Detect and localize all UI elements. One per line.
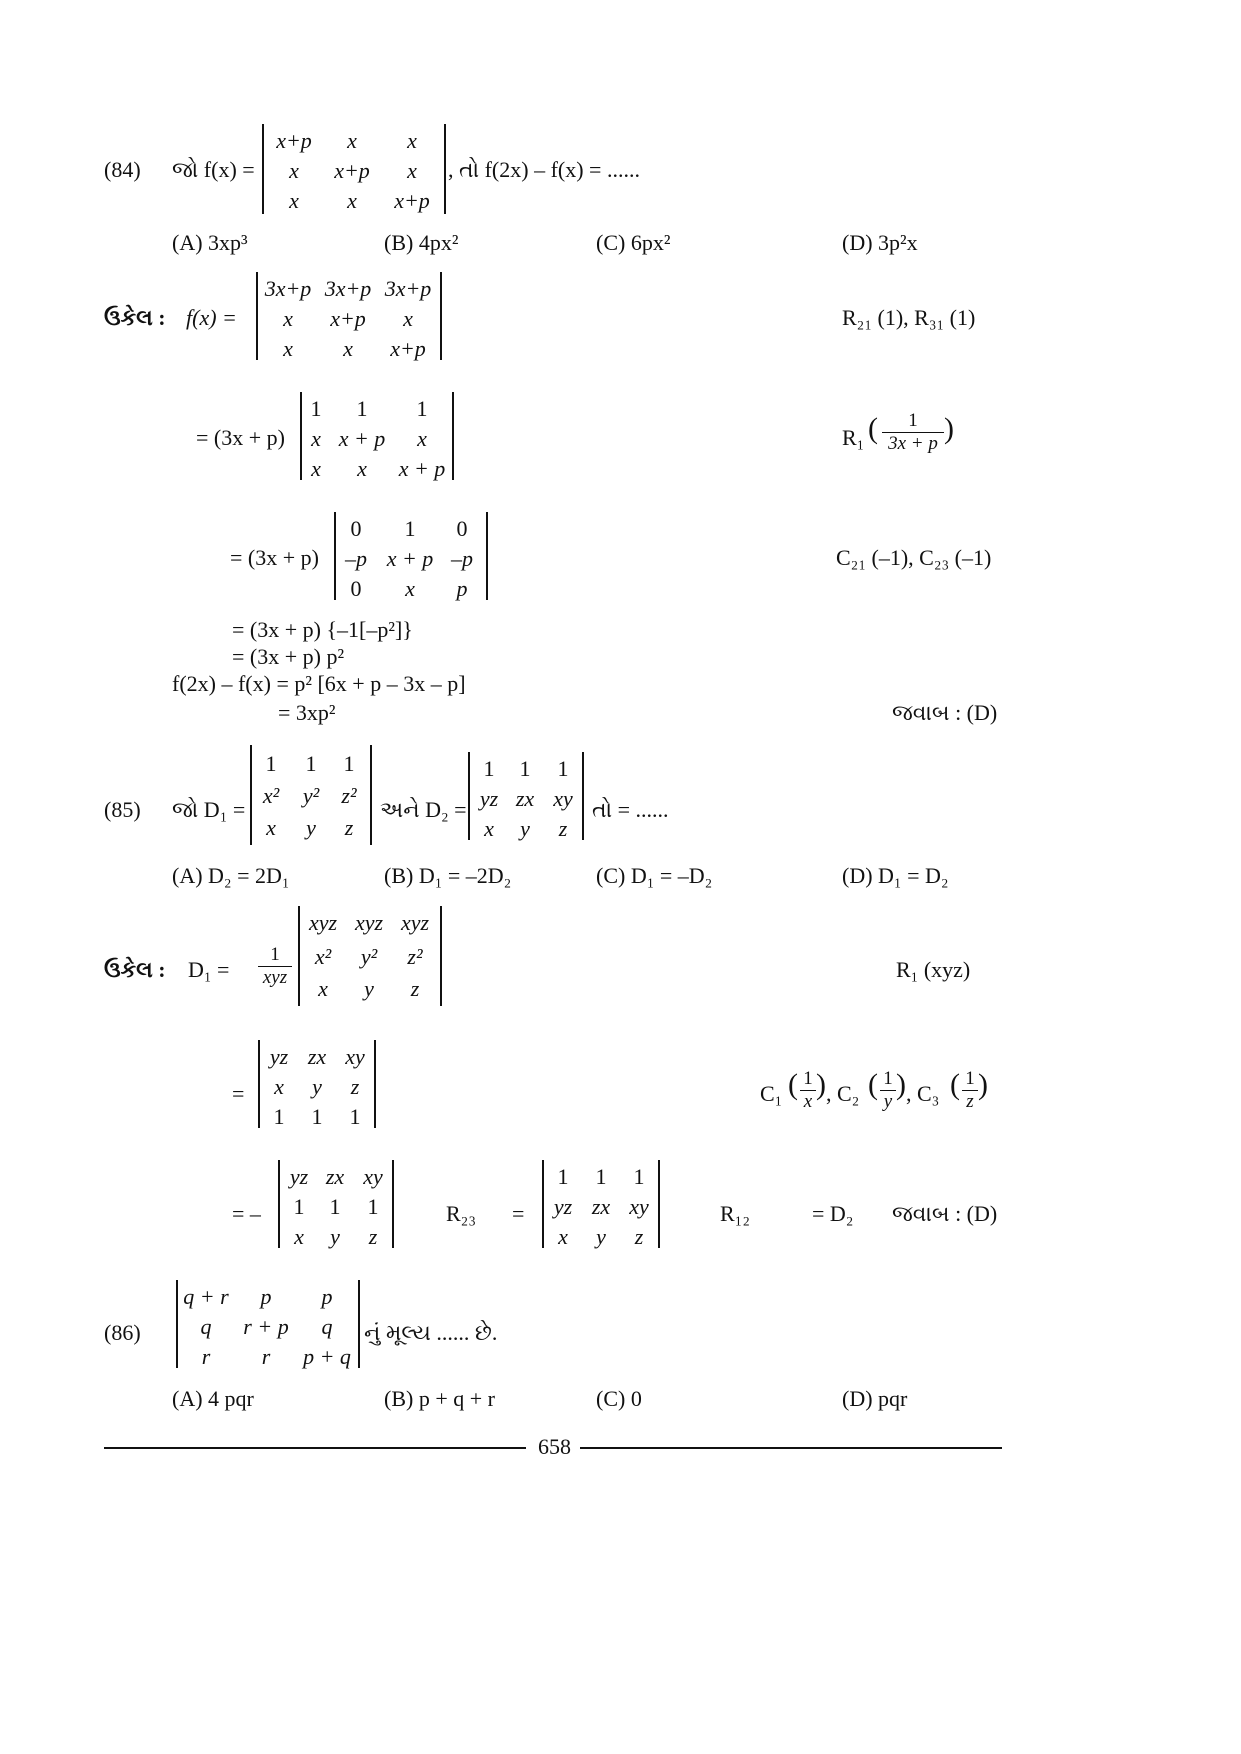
matrix-cell: p <box>321 1284 333 1309</box>
matrix-cell: 1 <box>483 756 495 781</box>
matrix-cell: z <box>558 816 568 841</box>
fraction-denominator: 3x + p <box>888 433 938 454</box>
option-b: (B) p + q + r <box>384 1386 495 1411</box>
matrix-cell: 1 <box>367 1194 379 1219</box>
matrix-cell: x <box>266 815 276 840</box>
fraction-denominator: y <box>883 1091 893 1112</box>
footer-rule-left <box>104 1447 526 1449</box>
equals-d2: = D₂ <box>812 1201 854 1226</box>
solution-line-3-lhs: = (3x + p) <box>230 545 319 570</box>
matrix-cell: x <box>289 188 299 213</box>
matrix-cell: x+p <box>276 128 312 153</box>
matrix-cell: x <box>311 426 321 451</box>
paren-right: ) <box>944 412 954 445</box>
solution-line-5: = (3x + p) p² <box>232 644 345 669</box>
matrix-cell: z <box>368 1224 378 1249</box>
matrix-cell: –p <box>345 546 367 571</box>
column-op-c2: , C₂ <box>826 1081 860 1106</box>
determinant-s85d <box>542 1160 660 1248</box>
question-85-stem-mid: અને D₂ = <box>380 797 467 822</box>
matrix-cell: r <box>201 1344 211 1369</box>
equals-sign: = <box>512 1201 525 1226</box>
matrix-cell: xy <box>553 786 573 811</box>
option-a: (A) D₂ = 2D₁ <box>172 863 290 888</box>
matrix-cell: x² <box>314 944 332 969</box>
matrix-cell: x <box>347 188 357 213</box>
matrix-cell: x <box>407 158 417 183</box>
option-a: (A) 3xp³ <box>172 230 248 255</box>
matrix-cell: xyz <box>308 910 338 935</box>
row-operation: R₂₁ (1), R₃₁ (1) <box>842 305 976 330</box>
answer-85: જવાબ : (D) <box>892 1201 998 1226</box>
fraction <box>880 1068 896 1113</box>
matrix-cell: 1 <box>404 516 416 541</box>
matrix-cell: x <box>407 128 417 153</box>
matrix-cell: x+p <box>334 158 370 183</box>
matrix-cell: 1 <box>265 751 277 776</box>
matrix-cell: y <box>364 976 374 1001</box>
matrix-cell: 1 <box>519 756 531 781</box>
solution-line-2-lhs: = <box>232 1081 245 1106</box>
matrix-cell: 1 <box>310 396 322 421</box>
matrix-cell: 1 <box>416 396 428 421</box>
determinant-s84c <box>334 512 488 600</box>
matrix-cell: 1 <box>557 756 569 781</box>
paren-right: ) <box>978 1068 988 1101</box>
matrix-cell: yz <box>289 1164 309 1189</box>
matrix-cell: x + p <box>398 456 446 481</box>
determinant-q85b <box>468 752 584 840</box>
option-d: (D) 3p²x <box>842 230 918 255</box>
option-d: (D) D₁ = D₂ <box>842 863 949 888</box>
matrix-cell: r + p <box>243 1314 289 1339</box>
determinant-s84a <box>256 272 442 360</box>
solution-line-7: = 3xp² <box>278 700 336 725</box>
determinant-s85a <box>298 906 442 1006</box>
matrix-cell: y <box>596 1224 606 1249</box>
matrix-cell: x <box>403 306 413 331</box>
fraction-numerator: 1 <box>258 944 292 967</box>
matrix-cell: y² <box>360 944 378 969</box>
question-85-stem-prefix: જો D₁ = <box>172 797 246 822</box>
row-operation-r1: R₁ <box>842 425 865 450</box>
matrix-cell: p <box>456 576 468 601</box>
option-c: (C) D₁ = –D₂ <box>596 863 713 888</box>
matrix-cell: x <box>558 1224 568 1249</box>
matrix-cell: zx <box>515 786 535 811</box>
matrix-cell: r <box>261 1344 271 1369</box>
matrix-cell: x+p <box>390 336 426 361</box>
matrix-cell: 3x+p <box>384 276 432 301</box>
matrix-cell: q <box>321 1314 333 1339</box>
fraction <box>800 1068 816 1113</box>
matrix-cell: xy <box>629 1194 649 1219</box>
matrix-cell: 0 <box>456 516 468 541</box>
matrix-cell: –p <box>451 546 473 571</box>
question-84-stem-prefix: જો f(x) = <box>172 157 255 182</box>
column-operation: C₂₁ (–1), C₂₃ (–1) <box>836 545 992 570</box>
matrix-cell: x <box>343 336 353 361</box>
matrix-cell: 1 <box>633 1164 645 1189</box>
matrix-cell: x <box>318 976 328 1001</box>
option-c: (C) 6px² <box>596 230 671 255</box>
matrix-cell: z² <box>407 944 423 969</box>
matrix-cell: y² <box>302 783 320 808</box>
column-op-c1: C₁ <box>760 1081 783 1106</box>
determinant-s85b <box>258 1040 376 1128</box>
page-number: 658 <box>538 1434 571 1459</box>
matrix-cell: x <box>405 576 415 601</box>
solution-lhs: D₁ = <box>188 957 230 982</box>
determinant-s84b <box>300 392 454 480</box>
matrix-cell: 3x+p <box>324 276 372 301</box>
option-d: (D) pqr <box>842 1386 908 1411</box>
matrix-cell: yz <box>269 1044 289 1069</box>
paren-right: ) <box>816 1068 826 1101</box>
matrix-cell: x <box>294 1224 304 1249</box>
matrix-cell: 1 <box>305 751 317 776</box>
matrix-cell: 1 <box>557 1164 569 1189</box>
matrix-cell: 0 <box>350 576 362 601</box>
question-86-number: (86) <box>104 1320 141 1345</box>
paren-right: ) <box>896 1068 906 1101</box>
matrix-cell: q <box>200 1314 212 1339</box>
matrix-cell: x <box>347 128 357 153</box>
solution-line-2-lhs: = (3x + p) <box>196 425 285 450</box>
matrix-cell: z <box>634 1224 644 1249</box>
option-a: (A) 4 pqr <box>172 1386 254 1411</box>
fraction <box>882 410 944 455</box>
matrix-cell: zx <box>325 1164 345 1189</box>
question-85-stem-suffix: તો = ...... <box>592 797 669 822</box>
fraction <box>962 1068 978 1113</box>
matrix-cell: x <box>357 456 367 481</box>
footer-rule-right <box>580 1447 1002 1449</box>
option-b: (B) D₁ = –2D₂ <box>384 863 512 888</box>
solution-line-6: f(2x) – f(x) = p² [6x + p – 3x – p] <box>172 671 466 696</box>
determinant-q85a <box>250 745 372 845</box>
matrix-cell: y <box>306 815 316 840</box>
matrix-cell: z <box>350 1074 360 1099</box>
matrix-cell: q + r <box>183 1284 229 1309</box>
paren-left: ( <box>868 1068 878 1101</box>
matrix-cell: x + p <box>386 546 434 571</box>
row-operation-r23: R₂₃ <box>446 1201 477 1226</box>
matrix-cell: y <box>330 1224 340 1249</box>
fraction-numerator: 1 <box>880 1068 896 1091</box>
matrix-cell: xy <box>363 1164 383 1189</box>
paren-left: ( <box>868 412 878 445</box>
matrix-cell: x <box>283 336 293 361</box>
solution-line-4: = (3x + p) {–1[–p²]} <box>232 617 413 642</box>
option-b: (B) 4px² <box>384 230 459 255</box>
matrix-cell: p <box>260 1284 272 1309</box>
solution-label: ઉકેલ : <box>104 957 166 982</box>
fraction-numerator: 1 <box>962 1068 978 1091</box>
solution-label: ઉકેલ : <box>104 305 166 330</box>
matrix-cell: yz <box>553 1194 573 1219</box>
question-84-number: (84) <box>104 157 141 182</box>
fraction-denominator: x <box>803 1091 813 1112</box>
matrix-cell: xy <box>345 1044 365 1069</box>
matrix-cell: 1 <box>595 1164 607 1189</box>
matrix-cell: 3x+p <box>264 276 312 301</box>
matrix-cell: y <box>520 816 530 841</box>
solution-lhs: f(x) = <box>186 305 237 330</box>
matrix-cell: x <box>274 1074 284 1099</box>
fraction-denominator: xyz <box>262 967 288 988</box>
matrix-cell: x+p <box>330 306 366 331</box>
fraction <box>258 944 292 989</box>
fraction-numerator: 1 <box>800 1068 816 1091</box>
matrix-cell: 0 <box>350 516 362 541</box>
matrix-cell: 1 <box>293 1194 305 1219</box>
matrix-cell: 1 <box>356 396 368 421</box>
option-c: (C) 0 <box>596 1386 642 1411</box>
matrix-cell: x <box>289 158 299 183</box>
matrix-cell: xyz <box>354 910 384 935</box>
matrix-cell: z <box>410 976 420 1001</box>
determinant-q84 <box>262 124 446 214</box>
matrix-cell: xyz <box>400 910 430 935</box>
matrix-cell: zx <box>307 1044 327 1069</box>
matrix-cell: y <box>312 1074 322 1099</box>
matrix-cell: 1 <box>273 1104 285 1129</box>
matrix-cell: z² <box>341 783 357 808</box>
matrix-cell: x <box>283 306 293 331</box>
paren-left: ( <box>788 1068 798 1101</box>
matrix-cell: x <box>311 456 321 481</box>
solution-line-3-lhs: = – <box>232 1201 261 1226</box>
determinant-s85c <box>278 1160 394 1248</box>
determinant-q86 <box>176 1280 360 1368</box>
matrix-cell: x+p <box>394 188 430 213</box>
matrix-cell: x <box>417 426 427 451</box>
matrix-cell: 1 <box>349 1104 361 1129</box>
matrix-cell: 1 <box>311 1104 323 1129</box>
question-84-stem-suffix: , તો f(2x) – f(x) = ...... <box>448 157 640 182</box>
paren-left: ( <box>950 1068 960 1101</box>
matrix-cell: 1 <box>329 1194 341 1219</box>
answer-84: જવાબ : (D) <box>892 700 998 725</box>
matrix-cell: yz <box>479 786 499 811</box>
column-op-c3: , C₃ <box>906 1081 940 1106</box>
matrix-cell: 1 <box>343 751 355 776</box>
matrix-cell: x <box>484 816 494 841</box>
row-operation: R₁ (xyz) <box>896 957 971 982</box>
matrix-cell: x + p <box>338 426 386 451</box>
question-85-number: (85) <box>104 797 141 822</box>
row-operation-r12: R₁₂ <box>720 1201 751 1226</box>
fraction-denominator: z <box>966 1091 974 1112</box>
matrix-cell: x² <box>262 783 280 808</box>
matrix-cell: z <box>344 815 354 840</box>
question-86-stem-suffix: નું મૂલ્ય ...... છે. <box>364 1320 498 1345</box>
fraction-numerator: 1 <box>882 410 944 433</box>
matrix-cell: p + q <box>303 1344 351 1369</box>
matrix-cell: zx <box>591 1194 611 1219</box>
